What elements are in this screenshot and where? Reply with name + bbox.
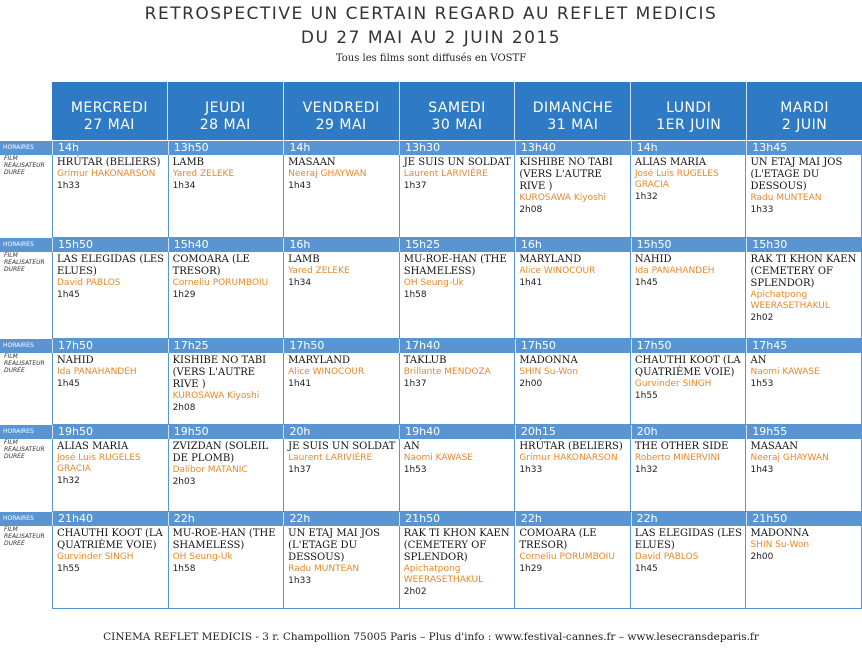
showtime: 21h40: [52, 512, 168, 526]
film-duration: 1h45: [634, 278, 658, 288]
film-cell: [630, 439, 746, 512]
page-title: RETROSPECTIVE UN CERTAIN REGARD AU REFLET MEDICIS: [144, 4, 718, 24]
film-cell: [399, 252, 515, 339]
film-duration: 1h45: [634, 564, 658, 574]
day-date: 1ER JUIN: [656, 117, 722, 133]
film-title: COMOARA (LE TRESOR): [172, 254, 250, 277]
showtime: 16h: [283, 238, 399, 252]
film-duration: 2h08: [519, 205, 543, 215]
film-director: KUROSAWA Kiyoshi: [172, 391, 260, 401]
showtime: 19h55: [746, 425, 862, 439]
film-director: Alice WINOCOUR: [519, 266, 596, 276]
film-director: OH Seung-Uk: [403, 278, 464, 288]
showtime: 22h: [515, 512, 631, 526]
showtime: 22h: [168, 512, 284, 526]
film-cell: [514, 155, 630, 238]
film-duration: 1h41: [519, 278, 543, 288]
film-title: HRÚTAR (BELIERS): [57, 157, 161, 168]
day-header: [399, 82, 515, 140]
film-cell: [630, 526, 746, 609]
legend-film: FILM: [4, 439, 18, 446]
film-director: José Luis RUGELES GRACIA: [57, 453, 141, 474]
film-title: MASAAN: [750, 441, 798, 452]
film-duration: 1h32: [634, 192, 658, 202]
legend-realisateur: REALISATEUR: [4, 259, 45, 266]
showtime: 13h45: [746, 141, 862, 155]
film-duration: 2h08: [172, 403, 196, 413]
film-cell: [52, 353, 168, 425]
time-bar: [0, 238, 862, 252]
film-director: SHIN Su-Won: [750, 540, 810, 550]
film-director: Brillante MENDOZA: [403, 367, 491, 377]
horaires-label: HORAIRES: [3, 241, 34, 248]
film-duration: 1h37: [288, 465, 312, 475]
day-header: [167, 82, 283, 140]
day-date: 31 MAI: [547, 117, 599, 133]
film-title: MU-ROE-HAN (THE SHAMELESS): [403, 254, 507, 277]
film-cell: [283, 155, 399, 238]
showtime: 15h50: [52, 238, 168, 252]
film-cell: [514, 526, 630, 609]
film-title: LAMB: [172, 157, 205, 168]
legend-film: FILM: [4, 526, 18, 533]
schedule-row: [0, 141, 862, 238]
film-title: MADONNA: [750, 528, 809, 539]
film-title: MARYLAND: [288, 355, 351, 366]
film-title: KISHIBE NO TABI (VERS L'AUTRE RIVE ): [172, 355, 267, 390]
schedule-row: [0, 339, 862, 425]
time-bar: [0, 512, 862, 526]
film-duration: 1h58: [172, 564, 196, 574]
film-duration: 1h32: [57, 476, 80, 486]
film-title: MASAAN: [288, 157, 336, 168]
film-cell: [52, 155, 168, 238]
legend-duree: DUREE: [4, 453, 25, 460]
row-legend: [0, 439, 52, 460]
film-director: Gurvinder SINGH: [634, 379, 712, 389]
film-duration: 1h43: [288, 181, 312, 191]
film-cell: [168, 252, 284, 339]
film-director: Grímur HAKONARSON: [57, 169, 156, 179]
day-name: DIMANCHE: [532, 100, 613, 116]
film-director: Naomi KAWASE: [403, 453, 473, 463]
film-title: UN ETAJ MAI JOS (L'ETAGE DU DESSOUS): [288, 528, 380, 563]
legend-realisateur: REALISATEUR: [4, 533, 45, 540]
showtime: 14h: [631, 141, 747, 155]
legend-realisateur: REALISATEUR: [4, 162, 45, 169]
film-title: CHAUTHI KOOT (LA QUATRIÈME VOIE): [57, 528, 163, 551]
film-duration: 1h37: [403, 181, 427, 191]
film-title: JE SUIS UN SOLDAT: [403, 157, 511, 168]
film-duration: 1h29: [519, 564, 543, 574]
showtime: 17h25: [168, 339, 284, 353]
day-name: SAMEDI: [428, 100, 486, 116]
film-duration: 1h45: [57, 290, 80, 300]
row-legend: [0, 155, 52, 176]
film-cell: [745, 526, 862, 609]
day-header: [514, 82, 630, 140]
horaires-label: HORAIRES: [3, 515, 34, 522]
showtime: 22h: [631, 512, 747, 526]
film-title: AN: [403, 441, 420, 452]
date-range: DU 27 MAI AU 2 JUIN 2015: [300, 28, 562, 48]
film-director: Corneliu PORUMBOIU: [519, 552, 615, 562]
showtime: 19h40: [399, 425, 515, 439]
film-title: ZVIZDAN (SOLEIL DE PLOMB): [172, 441, 269, 464]
film-cell: [630, 353, 746, 425]
film-title: ALIAS MARIA: [57, 441, 129, 452]
schedule-row: [0, 238, 862, 339]
film-director: Laurent LARIVIÈRE: [288, 453, 373, 463]
film-cell: [514, 252, 630, 339]
film-cell: [283, 526, 399, 609]
film-director: Neeraj GHAYWAN: [288, 169, 367, 179]
legend-duree: DUREE: [4, 540, 25, 547]
legend-film: FILM: [4, 252, 18, 259]
film-duration: 1h55: [57, 564, 80, 574]
showtime: 14h: [52, 141, 168, 155]
film-director: SHIN Su-Won: [519, 367, 578, 377]
showtime: 17h50: [515, 339, 631, 353]
showtime: 20h15: [515, 425, 631, 439]
day-date: 2 JUIN: [781, 117, 828, 133]
film-duration: 2h03: [172, 477, 196, 487]
schedule-row: [0, 425, 862, 512]
showtime: 22h: [283, 512, 399, 526]
film-title: LAS ELEGIDAS (LES ELUES): [634, 528, 742, 551]
film-cell: [630, 155, 746, 238]
film-duration: 1h53: [403, 465, 427, 475]
film-duration: 1h33: [288, 576, 312, 586]
horaires-label: HORAIRES: [3, 144, 34, 151]
legend-duree: DUREE: [4, 266, 25, 273]
film-director: Radu MUNTEAN: [288, 564, 360, 574]
film-title: COMOARA (LE TRESOR): [519, 528, 597, 551]
film-director: David PABLOS: [57, 278, 121, 288]
showtime: 19h50: [168, 425, 284, 439]
film-cell: [399, 439, 515, 512]
horaires-label: HORAIRES: [3, 342, 34, 349]
subtitle: Tous les films sont diffusés en VOSTF: [335, 53, 527, 64]
day-header-row: [52, 82, 862, 140]
legend-realisateur: REALISATEUR: [4, 360, 45, 367]
day-header: [283, 82, 399, 140]
schedule-row: [0, 512, 862, 609]
film-duration: 1h41: [288, 379, 312, 389]
film-cell: [168, 155, 284, 238]
day-date: 29 MAI: [315, 117, 367, 133]
film-title: THE OTHER SIDE: [634, 441, 729, 452]
film-cell: [168, 526, 284, 609]
showtime: 17h50: [283, 339, 399, 353]
showtime: 21h50: [746, 512, 862, 526]
film-duration: 1h45: [57, 379, 80, 389]
time-bar: [0, 141, 862, 155]
showtime: 16h: [515, 238, 631, 252]
film-title: NAHID: [634, 254, 672, 265]
row-legend: [0, 252, 52, 273]
film-cell: [514, 353, 630, 425]
showtime: 13h50: [168, 141, 284, 155]
film-director: Roberto MINERVINI: [634, 453, 720, 463]
film-cell: [168, 439, 284, 512]
film-duration: 1h58: [403, 290, 427, 300]
day-header: [746, 82, 862, 140]
film-duration: 1h33: [519, 465, 543, 475]
legend-duree: DUREE: [4, 367, 25, 374]
day-name: LUNDI: [666, 100, 712, 116]
film-director: David PABLOS: [634, 552, 699, 562]
legend-film: FILM: [4, 353, 18, 360]
day-name: JEUDI: [204, 100, 246, 116]
showtime: 17h50: [52, 339, 168, 353]
film-director: Ida PANAHANDEH: [57, 367, 137, 377]
film-duration: 2h02: [403, 587, 427, 597]
film-title: ALIAS MARIA: [634, 157, 707, 168]
day-header: [630, 82, 746, 140]
film-cell: [745, 439, 862, 512]
film-title: CHAUTHI KOOT (LA QUATRIÈME VOIE): [634, 355, 741, 378]
film-title: LAS ELEGIDAS (LES ELUES): [57, 254, 165, 277]
day-name: MERCREDI: [70, 100, 149, 116]
film-cell: [168, 353, 284, 425]
film-cell: [52, 439, 168, 512]
showtime: 15h50: [631, 238, 747, 252]
time-bar: [0, 425, 862, 439]
legend-duree: DUREE: [4, 169, 25, 176]
film-duration: 1h33: [57, 181, 80, 191]
film-title: AN: [750, 355, 767, 366]
film-title: TAKLUB: [403, 355, 447, 366]
film-director: KUROSAWA Kiyoshi: [519, 193, 606, 203]
film-cell: [283, 353, 399, 425]
film-director: Ida PANAHANDEH: [634, 266, 715, 276]
day-date: 30 MAI: [431, 117, 483, 133]
film-director: Grímur HAKONARSON: [519, 453, 618, 463]
day-name: MARDI: [780, 100, 829, 116]
footer-info: CINEMA REFLET MEDICIS - 3 r. Champollion 75005 Paris – Plus d'info : www.festival-cannes.fr – www.lesecransdeparis.fr: [103, 631, 759, 643]
film-title: RAK TI KHON KAEN (CEMETERY OF SPLENDOR): [750, 254, 857, 289]
day-header: [52, 82, 167, 140]
film-title: HRÚTAR (BELIERS): [519, 441, 623, 452]
film-cell: [630, 252, 746, 339]
film-director: Neeraj GHAYWAN: [750, 453, 829, 463]
film-director: Laurent LARIVIÈRE: [403, 169, 488, 179]
showtime: 15h30: [746, 238, 862, 252]
film-cell: [745, 155, 862, 238]
film-director: Apichatpong WEERASETHAKUL: [403, 564, 484, 585]
film-director: Gurvinder SINGH: [57, 552, 134, 562]
time-bar: [0, 339, 862, 353]
film-director: José Luis RUGELES GRACIA: [634, 169, 719, 190]
film-duration: 1h37: [403, 379, 427, 389]
film-title: KISHIBE NO TABI (VERS L'AUTRE RIVE ): [519, 157, 613, 192]
film-cell: [745, 252, 862, 339]
film-cell: [514, 439, 630, 512]
film-cell: [399, 526, 515, 609]
film-director: Yared ZELEKE: [288, 266, 350, 276]
film-duration: 1h34: [288, 278, 312, 288]
film-cell: [52, 526, 168, 609]
film-title: LAMB: [288, 254, 320, 265]
film-duration: 1h29: [172, 290, 196, 300]
legend-film: FILM: [4, 155, 18, 162]
film-director: Corneliu PORUMBOIU: [172, 278, 269, 288]
showtime: 20h: [283, 425, 399, 439]
film-title: UN ETAJ MAI JOS (L'ETAGE DU DESSOUS): [750, 157, 843, 192]
showtime: 19h50: [52, 425, 168, 439]
film-title: RAK TI KHON KAEN (CEMETERY OF SPLENDOR): [403, 528, 510, 563]
film-duration: 1h55: [634, 391, 658, 401]
film-director: Dalibor MATANIC: [172, 465, 248, 475]
day-date: 27 MAI: [83, 117, 135, 133]
row-legend: [0, 526, 52, 547]
film-title: JE SUIS UN SOLDAT: [288, 441, 396, 452]
day-name: VENDREDI: [302, 100, 380, 116]
film-title: NAHID: [57, 355, 94, 366]
showtime: 15h25: [399, 238, 515, 252]
film-director: Yared ZELEKE: [172, 169, 235, 179]
film-duration: 2h00: [519, 379, 543, 389]
film-duration: 2h00: [750, 552, 774, 562]
film-director: OH Seung-Uk: [172, 552, 233, 562]
film-director: Apichatpong WEERASETHAKUL: [750, 290, 830, 311]
film-duration: 1h53: [750, 379, 774, 389]
film-cell: [399, 155, 515, 238]
film-duration: 1h32: [634, 465, 658, 475]
showtime: 20h: [631, 425, 747, 439]
film-title: MU-ROE-HAN (THE SHAMELESS): [172, 528, 276, 551]
showtime: 15h40: [168, 238, 284, 252]
showtime: 17h40: [399, 339, 515, 353]
film-title: MARYLAND: [519, 254, 582, 265]
showtime: 14h: [283, 141, 399, 155]
film-title: MADONNA: [519, 355, 578, 366]
showtime: 17h45: [746, 339, 862, 353]
film-director: Alice WINOCOUR: [288, 367, 365, 377]
row-legend: [0, 353, 52, 374]
showtime: 17h50: [631, 339, 747, 353]
film-cell: [745, 353, 862, 425]
showtime: 13h40: [515, 141, 631, 155]
film-cell: [52, 252, 168, 339]
film-director: Naomi KAWASE: [750, 367, 820, 377]
film-duration: 1h43: [750, 465, 774, 475]
film-cell: [283, 439, 399, 512]
day-date: 28 MAI: [199, 117, 251, 133]
film-cell: [399, 353, 515, 425]
film-duration: 1h34: [172, 181, 196, 191]
film-duration: 2h02: [750, 313, 774, 323]
showtime: 21h50: [399, 512, 515, 526]
horaires-label: HORAIRES: [3, 428, 34, 435]
film-duration: 1h33: [750, 205, 774, 215]
film-director: Radu MUNTEAN: [750, 193, 822, 203]
showtime: 13h30: [399, 141, 515, 155]
legend-realisateur: REALISATEUR: [4, 446, 45, 453]
film-cell: [283, 252, 399, 339]
